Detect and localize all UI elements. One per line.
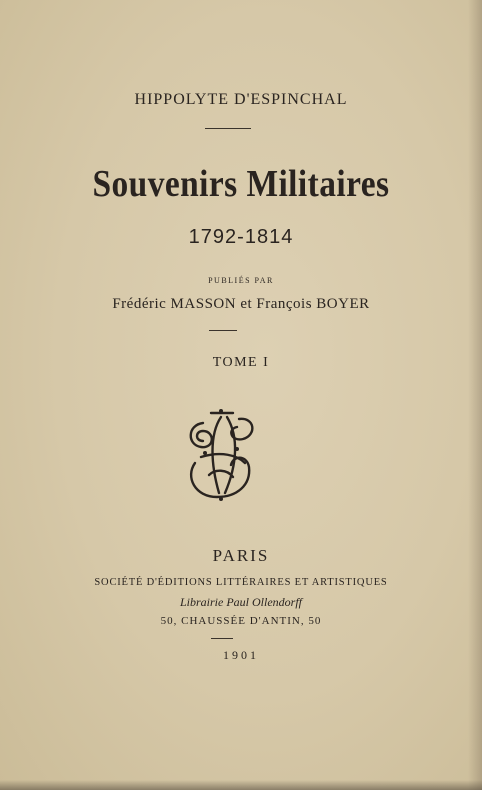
publication-year: 1901 bbox=[223, 648, 259, 662]
page-edge-shadow bbox=[0, 780, 482, 790]
divider-rule bbox=[209, 330, 237, 331]
page-edge-shadow bbox=[468, 0, 482, 790]
editors-line: Frédéric MASSON et François BOYER bbox=[112, 296, 370, 312]
volume-label: TOME I bbox=[212, 355, 270, 370]
publisher-address: 50, CHAUSSÉE D'ANTIN, 50 bbox=[160, 615, 322, 627]
author-name: HIPPOLYTE D'ESPINCHAL bbox=[134, 91, 348, 108]
publisher-monogram-icon bbox=[181, 405, 261, 505]
publisher-bookshop: Librairie Paul Ollendorff bbox=[179, 595, 302, 609]
book-title: Souvenirs Militaires bbox=[92, 163, 390, 205]
publisher-city: PARIS bbox=[212, 546, 270, 565]
date-range: 1792-1814 bbox=[188, 226, 294, 248]
published-by-label: PUBLIÉS PAR bbox=[208, 276, 274, 285]
divider-rule bbox=[211, 638, 233, 639]
divider-rule bbox=[205, 128, 251, 129]
publisher-society: SOCIÉTÉ D'ÉDITIONS LITTÉRAIRES ET ARTISTIQUES bbox=[94, 577, 388, 588]
